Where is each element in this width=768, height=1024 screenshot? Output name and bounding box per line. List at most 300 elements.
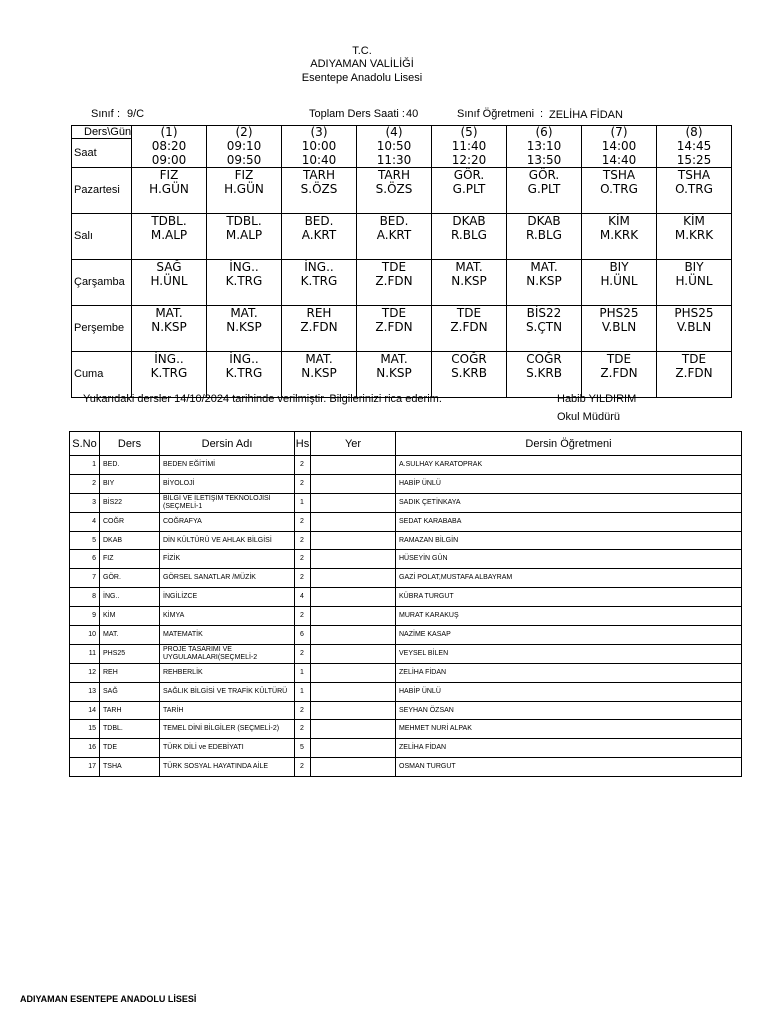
row-dersin-adi: TEMEL DİNİ BİLGİLER (SEÇMELİ-2) <box>160 720 295 739</box>
row-yer <box>311 701 396 720</box>
lesson-code: BED. <box>304 213 334 228</box>
row-hs: 2 <box>295 758 311 777</box>
row-dersin-adi: TÜRK SOSYAL HAYATINDA AİLE <box>160 758 295 777</box>
lesson-code: BED. <box>379 213 409 228</box>
lesson-cell <box>132 259 207 305</box>
table-row <box>70 682 742 701</box>
table-row <box>70 607 742 626</box>
period-end: 09:50 <box>226 152 262 167</box>
lesson-teacher: M.KRK <box>599 227 639 242</box>
row-hs: 2 <box>295 550 311 569</box>
lesson-cell <box>132 167 207 213</box>
row-hs: 2 <box>295 701 311 720</box>
row-ogretmen: A.SULHAY KARATOPRAK <box>396 456 742 475</box>
lesson-code: PHS25 <box>674 305 714 320</box>
row-ders: PHS25 <box>100 644 160 663</box>
row-number: 4 <box>70 512 100 531</box>
row-hs: 2 <box>295 569 311 588</box>
lesson-teacher: N.KSP <box>451 273 487 288</box>
lesson-cell <box>432 305 507 351</box>
table-row <box>70 569 742 588</box>
day-row <box>72 167 732 213</box>
lesson-code: İNG.. <box>229 259 259 274</box>
lesson-code: İNG.. <box>154 351 184 366</box>
lesson-code: FIZ <box>159 167 179 182</box>
row-dersin-adi: MATEMATİK <box>160 626 295 645</box>
row-number: 6 <box>70 550 100 569</box>
row-yer <box>311 626 396 645</box>
row-dersin-adi: TARİH <box>160 701 295 720</box>
saat-label: Saat <box>72 139 132 168</box>
row-yer <box>311 644 396 663</box>
period-end: 14:40 <box>601 152 637 167</box>
lesson-teacher: H.ÜNL <box>675 273 713 288</box>
ogretmen-label: Sınıf Öğretmeni <box>457 108 535 120</box>
period-time <box>582 139 657 168</box>
header-ders: Ders <box>100 432 160 456</box>
row-number: 16 <box>70 739 100 758</box>
row-yer <box>311 493 396 512</box>
lesson-code: TDBL. <box>151 213 187 228</box>
period-end: 09:00 <box>151 152 187 167</box>
period-number: (7) <box>582 126 657 139</box>
ogretmen-value: ZELİHA FİDAN <box>549 109 623 121</box>
header-tc: T.C. <box>352 45 372 57</box>
lesson-cell <box>207 259 282 305</box>
row-ogretmen: NAZİME KASAP <box>396 626 742 645</box>
lesson-teacher: M.KRK <box>674 227 714 242</box>
period-time <box>132 139 207 168</box>
day-name: Perşembe <box>72 305 132 351</box>
lesson-cell <box>357 213 432 259</box>
row-ogretmen: HABİP ÜNLÜ <box>396 474 742 493</box>
header-valilik: ADIYAMAN VALİLİĞİ <box>310 58 414 70</box>
lesson-cell <box>357 351 432 397</box>
period-start: 14:00 <box>601 138 637 153</box>
row-hs: 1 <box>295 493 311 512</box>
row-yer <box>311 720 396 739</box>
row-ders: COĞR <box>100 512 160 531</box>
row-number: 3 <box>70 493 100 512</box>
lesson-code: KİM <box>608 213 630 228</box>
lesson-cell <box>582 305 657 351</box>
lesson-teacher: Z.FDN <box>675 365 713 380</box>
table-row <box>70 644 742 663</box>
period-number: (6) <box>507 126 582 139</box>
lesson-teacher: Z.FDN <box>600 365 638 380</box>
table-row <box>70 626 742 645</box>
lesson-code: TDE <box>381 259 407 274</box>
day-name: Çarşamba <box>72 259 132 305</box>
table-row <box>70 493 742 512</box>
period-start: 10:00 <box>301 138 337 153</box>
lesson-cell <box>132 351 207 397</box>
lesson-code: KİM <box>683 213 705 228</box>
row-number: 13 <box>70 682 100 701</box>
row-yer <box>311 682 396 701</box>
row-yer <box>311 550 396 569</box>
lesson-code: GÖR. <box>453 167 485 182</box>
row-yer <box>311 569 396 588</box>
period-start: 08:20 <box>151 138 187 153</box>
row-number: 9 <box>70 607 100 626</box>
lesson-code: MAT. <box>455 259 483 274</box>
lesson-teacher: N.KSP <box>376 365 412 380</box>
lesson-code: TARH <box>378 167 410 182</box>
row-hs: 4 <box>295 588 311 607</box>
row-ders: BED. <box>100 456 160 475</box>
row-hs: 1 <box>295 663 311 682</box>
row-number: 10 <box>70 626 100 645</box>
lesson-cell <box>207 213 282 259</box>
lesson-cell <box>207 351 282 397</box>
lesson-teacher: S.ÖZS <box>300 181 338 196</box>
lesson-code: DKAB <box>527 213 561 228</box>
lesson-code: TDBL. <box>226 213 262 228</box>
period-start: 09:10 <box>226 138 262 153</box>
period-number: (2) <box>207 126 282 139</box>
period-time <box>432 139 507 168</box>
lesson-teacher: S.ÖZS <box>375 181 413 196</box>
lesson-teacher: N.KSP <box>301 365 337 380</box>
lesson-teacher: M.ALP <box>150 227 188 242</box>
row-number: 2 <box>70 474 100 493</box>
row-ders: KİM <box>100 607 160 626</box>
lesson-code: TSHA <box>677 167 711 182</box>
row-dersin-adi: BİLGİ VE İLETİŞİM TEKNOLOJİSİ (SEÇMELİ-1 <box>160 493 295 512</box>
period-number: (8) <box>657 126 732 139</box>
row-hs: 2 <box>295 644 311 663</box>
row-ogretmen: VEYSEL BİLEN <box>396 644 742 663</box>
lesson-teacher: V.BLN <box>676 319 712 334</box>
lesson-cell <box>432 259 507 305</box>
lesson-code: BIY <box>684 259 704 274</box>
lesson-teacher: S.KRB <box>451 365 487 380</box>
row-dersin-adi: İNGİLİZCE <box>160 588 295 607</box>
row-dersin-adi: PROJE TASARIMI VE UYGULAMALARI(SEÇMELİ-2 <box>160 644 295 663</box>
row-ogretmen: MURAT KARAKUŞ <box>396 607 742 626</box>
table-row <box>70 456 742 475</box>
course-list <box>69 431 742 777</box>
lesson-code: İNG.. <box>229 351 259 366</box>
row-hs: 2 <box>295 531 311 550</box>
period-start: 13:10 <box>526 138 562 153</box>
lesson-code: BİS22 <box>526 305 562 320</box>
sinif-label: Sınıf <box>91 108 114 120</box>
header-dersin-adi: Dersin Adı <box>160 432 295 456</box>
lesson-cell <box>582 213 657 259</box>
row-ogretmen: HABİP ÜNLÜ <box>396 682 742 701</box>
lesson-teacher: N.KSP <box>151 319 187 334</box>
lesson-teacher: H.ÜNL <box>600 273 638 288</box>
table-row <box>70 758 742 777</box>
lesson-teacher: R.BLG <box>451 227 487 242</box>
table-row <box>70 739 742 758</box>
row-yer <box>311 474 396 493</box>
row-hs: 2 <box>295 607 311 626</box>
row-number: 11 <box>70 644 100 663</box>
lesson-cell <box>357 167 432 213</box>
period-time <box>507 139 582 168</box>
lesson-cell <box>282 305 357 351</box>
lesson-teacher: V.BLN <box>601 319 637 334</box>
row-yer <box>311 588 396 607</box>
row-ders: TDE <box>100 739 160 758</box>
table-row <box>70 512 742 531</box>
table-row <box>70 720 742 739</box>
period-time <box>657 139 732 168</box>
period-end: 10:40 <box>301 152 337 167</box>
row-ders: REH <box>100 663 160 682</box>
lesson-teacher: K.TRG <box>300 273 338 288</box>
lesson-teacher: H.GÜN <box>224 181 264 196</box>
lesson-code: MAT. <box>530 259 558 274</box>
lesson-code: SAĞ <box>156 259 182 274</box>
row-yer <box>311 531 396 550</box>
period-number: (4) <box>357 126 432 139</box>
sinif-value: 9/C <box>127 108 145 120</box>
lesson-code: İNG.. <box>304 259 334 274</box>
header-ogretmen: Dersin Öğretmeni <box>396 432 742 456</box>
lesson-cell <box>432 351 507 397</box>
signature-name: Habib YILDIRIM <box>557 393 637 405</box>
info-note: Yukarıdaki dersler 14/10/2024 tarihinde verilmiştir. Bilgilerinizi rica ederim. <box>83 393 442 405</box>
lesson-code: COĞR <box>451 351 487 366</box>
row-ders: BİS22 <box>100 493 160 512</box>
row-ogretmen: OSMAN TURGUT <box>396 758 742 777</box>
lesson-cell <box>657 351 732 397</box>
lesson-cell <box>507 305 582 351</box>
lesson-code: TDE <box>606 351 632 366</box>
row-dersin-adi: KİMYA <box>160 607 295 626</box>
table-row <box>70 663 742 682</box>
row-dersin-adi: DİN KÜLTÜRÜ VE AHLAK BİLGİSİ <box>160 531 295 550</box>
row-ders: DKAB <box>100 531 160 550</box>
day-row <box>72 213 732 259</box>
day-row <box>72 259 732 305</box>
row-ogretmen: SEDAT KARABABA <box>396 512 742 531</box>
period-number: (1) <box>132 126 207 139</box>
day-row <box>72 351 732 397</box>
row-ogretmen: MEHMET NURİ ALPAK <box>396 720 742 739</box>
row-ders: TARH <box>100 701 160 720</box>
lesson-code: MAT. <box>305 351 333 366</box>
row-ogretmen: GAZİ POLAT,MUSTAFA ALBAYRAM <box>396 569 742 588</box>
row-ogretmen: KÜBRA TURGUT <box>396 588 742 607</box>
row-ders: İNG.. <box>100 588 160 607</box>
lesson-code: TDE <box>381 305 407 320</box>
lesson-cell <box>582 167 657 213</box>
day-name: Pazartesi <box>72 167 132 213</box>
lesson-cell <box>282 351 357 397</box>
period-end: 15:25 <box>676 152 712 167</box>
corner-label: Ders\Gün <box>72 126 132 139</box>
table-row <box>70 550 742 569</box>
period-end: 11:30 <box>376 152 412 167</box>
row-hs: 5 <box>295 739 311 758</box>
sinif-sep: : <box>117 108 121 120</box>
lesson-code: TSHA <box>602 167 636 182</box>
row-number: 15 <box>70 720 100 739</box>
lesson-cell <box>657 213 732 259</box>
row-dersin-adi: BEDEN EĞİTİMİ <box>160 456 295 475</box>
ogretmen-sep: : <box>540 108 544 120</box>
row-hs: 2 <box>295 720 311 739</box>
row-dersin-adi: TÜRK DİLİ ve EDEBİYATI <box>160 739 295 758</box>
lesson-teacher: R.BLG <box>526 227 562 242</box>
row-ogretmen: SEYHAN ÖZSAN <box>396 701 742 720</box>
row-ders: SAĞ <box>100 682 160 701</box>
lesson-code: DKAB <box>452 213 486 228</box>
signature-title: Okul Müdürü <box>557 411 620 423</box>
lesson-cell <box>432 213 507 259</box>
row-hs: 6 <box>295 626 311 645</box>
row-hs: 2 <box>295 474 311 493</box>
lesson-teacher: A.KRT <box>301 227 337 242</box>
row-ogretmen: ZELİHA FİDAN <box>396 739 742 758</box>
row-dersin-adi: SAĞLIK BİLGİSİ VE TRAFİK KÜLTÜRÜ <box>160 682 295 701</box>
toplam-label: Toplam Ders Saati : <box>309 108 405 120</box>
period-time <box>357 139 432 168</box>
period-time <box>207 139 282 168</box>
lesson-code: BIY <box>609 259 629 274</box>
lesson-code: COĞR <box>526 351 562 366</box>
row-number: 5 <box>70 531 100 550</box>
lesson-code: TARH <box>303 167 335 182</box>
lesson-code: MAT. <box>380 351 408 366</box>
row-ogretmen: RAMAZAN BİLGİN <box>396 531 742 550</box>
header-hs: Hs <box>295 432 311 456</box>
lesson-cell <box>657 259 732 305</box>
row-ders: TSHA <box>100 758 160 777</box>
lesson-teacher: S.KRB <box>526 365 562 380</box>
lesson-teacher: A.KRT <box>376 227 412 242</box>
period-end: 12:20 <box>451 152 487 167</box>
row-number: 17 <box>70 758 100 777</box>
period-start: 11:40 <box>451 138 487 153</box>
row-yer <box>311 607 396 626</box>
lesson-cell <box>132 305 207 351</box>
row-yer <box>311 758 396 777</box>
lesson-teacher: H.GÜN <box>149 181 189 196</box>
header-sno: S.No <box>70 432 100 456</box>
lesson-code: GÖR. <box>528 167 560 182</box>
table-row <box>70 474 742 493</box>
lesson-teacher: G.PLT <box>452 181 486 196</box>
row-ders: BIY <box>100 474 160 493</box>
row-ders: MAT. <box>100 626 160 645</box>
row-dersin-adi: GÖRSEL SANATLAR /MÜZİK <box>160 569 295 588</box>
header-school: Esentepe Anadolu Lisesi <box>301 72 423 84</box>
lesson-teacher: N.KSP <box>226 319 262 334</box>
lesson-cell <box>432 167 507 213</box>
period-time <box>282 139 357 168</box>
row-yer <box>311 512 396 531</box>
period-end: 13:50 <box>526 152 562 167</box>
row-yer <box>311 739 396 758</box>
row-number: 1 <box>70 456 100 475</box>
lesson-cell <box>357 259 432 305</box>
row-ogretmen: ZELİHA FİDAN <box>396 663 742 682</box>
row-hs: 1 <box>295 682 311 701</box>
lesson-teacher: G.PLT <box>527 181 561 196</box>
row-hs: 2 <box>295 512 311 531</box>
row-ders: TDBL. <box>100 720 160 739</box>
lesson-teacher: K.TRG <box>225 273 263 288</box>
period-start: 14:45 <box>676 138 712 153</box>
table-row <box>70 588 742 607</box>
table-row <box>70 531 742 550</box>
footer-school: ADIYAMAN ESENTEPE ANADOLU LİSESİ <box>20 994 197 1004</box>
period-number: (5) <box>432 126 507 139</box>
lesson-teacher: Z.FDN <box>375 273 413 288</box>
row-dersin-adi: REHBERLİK <box>160 663 295 682</box>
lesson-teacher: O.TRG <box>600 181 638 196</box>
lesson-teacher: M.ALP <box>225 227 263 242</box>
period-start: 10:50 <box>376 138 412 153</box>
lesson-cell <box>282 167 357 213</box>
row-yer <box>311 456 396 475</box>
row-number: 14 <box>70 701 100 720</box>
lesson-teacher: K.TRG <box>225 365 263 380</box>
lesson-cell <box>507 351 582 397</box>
row-number: 8 <box>70 588 100 607</box>
lesson-cell <box>207 305 282 351</box>
row-ders: GÖR. <box>100 569 160 588</box>
lesson-teacher: Z.FDN <box>300 319 338 334</box>
period-number: (3) <box>282 126 357 139</box>
toplam-value: 40 <box>406 108 419 120</box>
row-ogretmen: SADIK ÇETİNKAYA <box>396 493 742 512</box>
lesson-teacher: O.TRG <box>675 181 713 196</box>
lesson-cell <box>282 259 357 305</box>
day-name: Cuma <box>72 351 132 397</box>
lesson-cell <box>132 213 207 259</box>
lesson-cell <box>582 259 657 305</box>
day-row <box>72 305 732 351</box>
lesson-teacher: H.ÜNL <box>150 273 188 288</box>
lesson-cell <box>282 213 357 259</box>
row-number: 7 <box>70 569 100 588</box>
lesson-teacher: Z.FDN <box>375 319 413 334</box>
lesson-teacher: Z.FDN <box>450 319 488 334</box>
lesson-cell <box>507 213 582 259</box>
lesson-code: PHS25 <box>599 305 639 320</box>
lesson-code: TDE <box>456 305 482 320</box>
header-yer: Yer <box>311 432 396 456</box>
lesson-cell <box>357 305 432 351</box>
row-dersin-adi: BİYOLOJİ <box>160 474 295 493</box>
lesson-cell <box>507 259 582 305</box>
lesson-cell <box>657 305 732 351</box>
row-number: 12 <box>70 663 100 682</box>
lesson-cell <box>507 167 582 213</box>
lesson-code: MAT. <box>230 305 258 320</box>
lesson-code: FIZ <box>234 167 254 182</box>
lesson-code: MAT. <box>155 305 183 320</box>
lesson-cell <box>207 167 282 213</box>
lesson-teacher: K.TRG <box>150 365 188 380</box>
row-yer <box>311 663 396 682</box>
row-ders: FIZ <box>100 550 160 569</box>
row-ogretmen: HÜSEYİN GÜN <box>396 550 742 569</box>
lesson-cell <box>582 351 657 397</box>
lesson-code: REH <box>306 305 332 320</box>
lesson-teacher: N.KSP <box>526 273 562 288</box>
lesson-teacher: S.ÇTN <box>525 319 563 334</box>
table-row <box>70 701 742 720</box>
day-name: Salı <box>72 213 132 259</box>
